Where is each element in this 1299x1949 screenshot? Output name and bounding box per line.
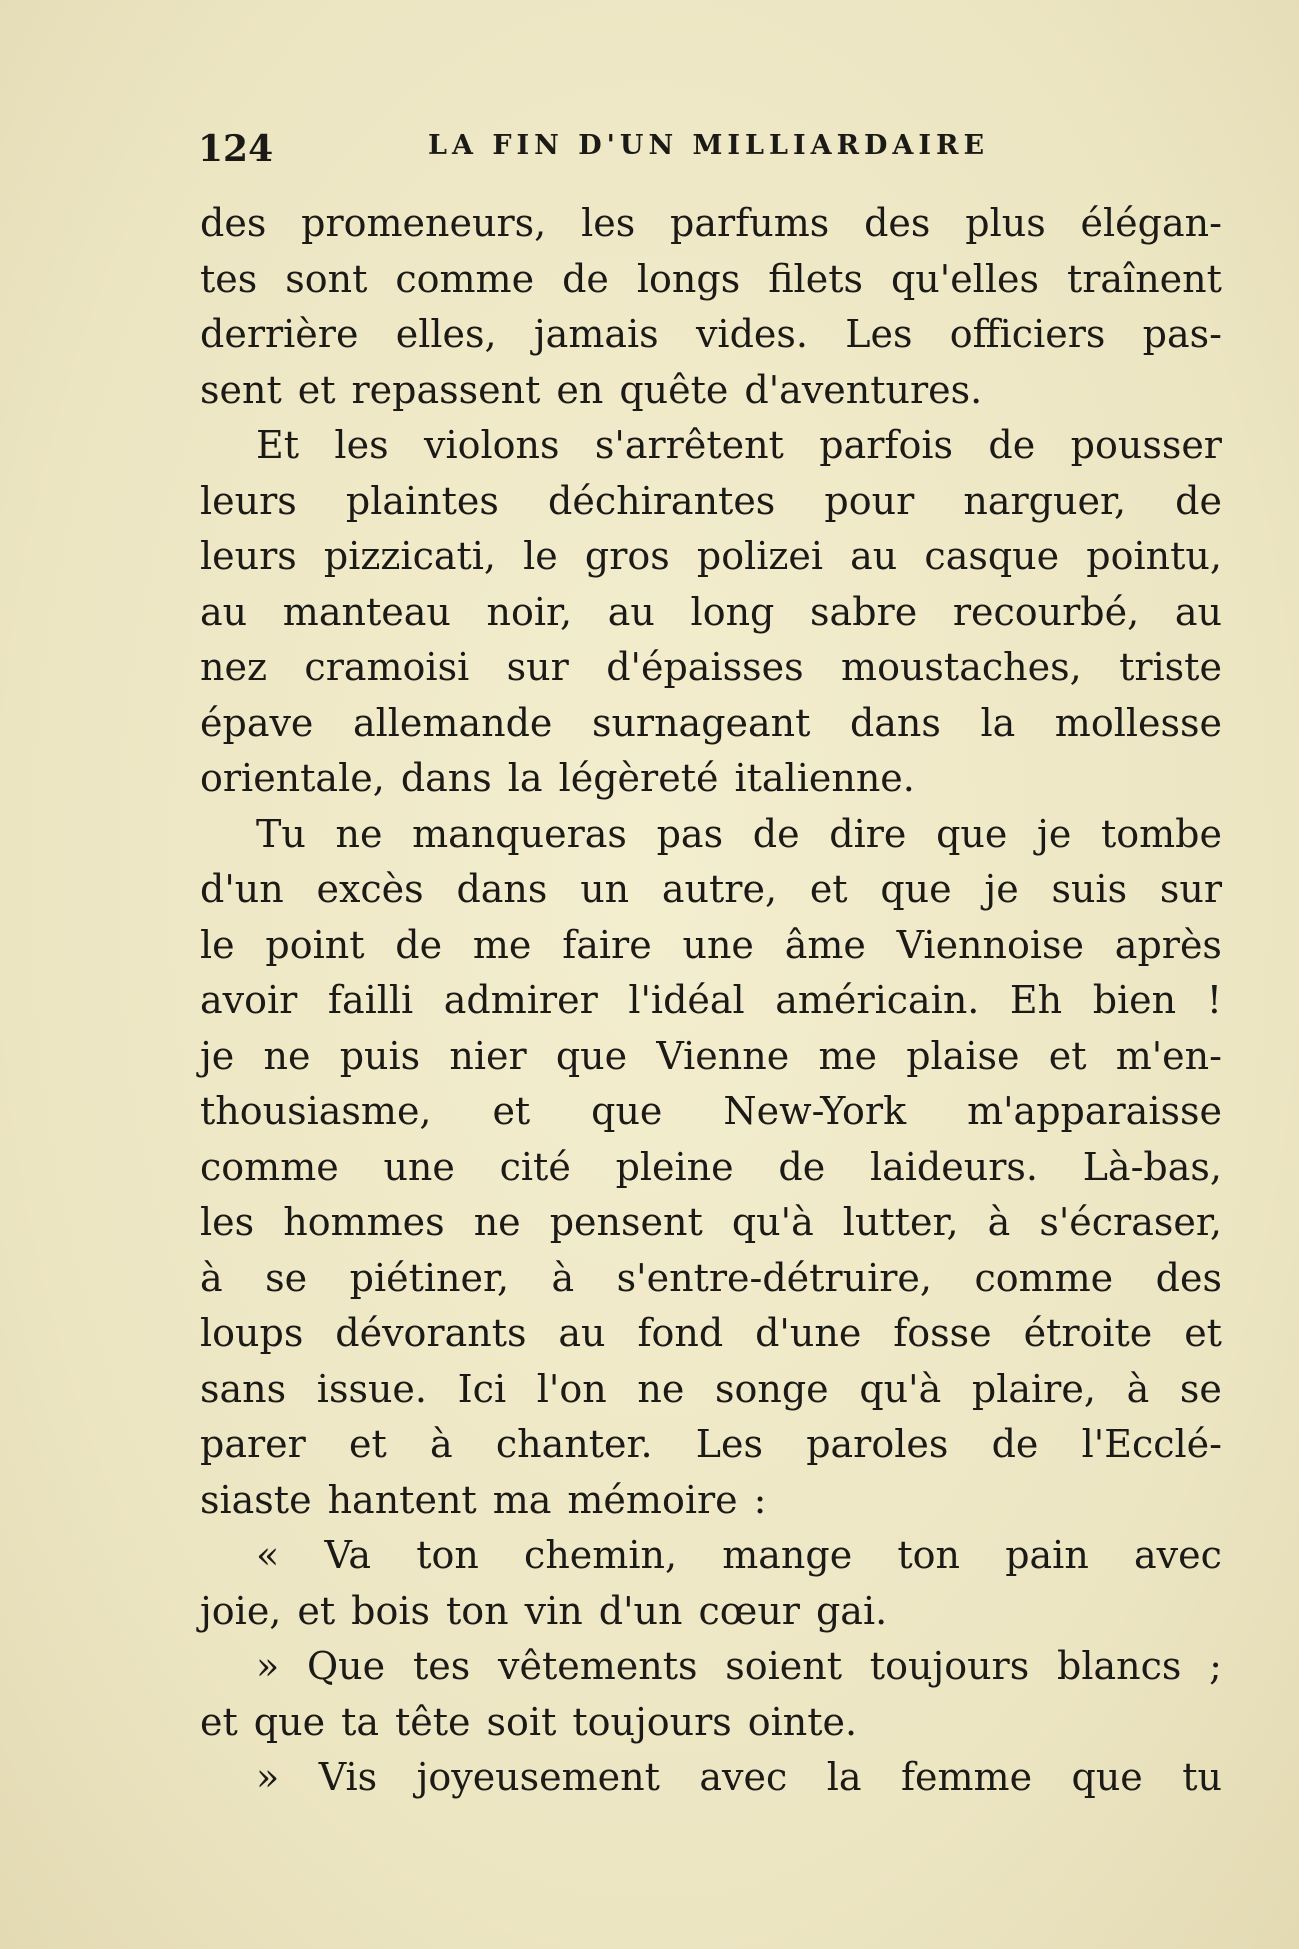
word: dire [829,811,907,856]
word: la [980,700,1016,745]
text-line [200,862,1222,918]
word: mémoire [567,1477,738,1522]
word: mollesse [1054,700,1222,745]
word: le [523,534,558,578]
word: l'idéal [628,978,745,1022]
word: qu'elles [890,256,1039,301]
word: noir, [486,589,573,634]
word: hommes [283,1200,445,1244]
word: pour [824,478,915,523]
word: qu'à [731,1200,814,1244]
text-line [200,196,1222,252]
word: pensent [549,1200,703,1244]
word: tête [395,1699,471,1744]
word: m'apparaisse [967,1089,1222,1133]
word: et [349,1422,387,1466]
word: de [991,1422,1039,1466]
word: moustaches, [841,645,1082,689]
word: nier [449,1033,527,1078]
word: ma [492,1477,552,1522]
word: me [818,1033,877,1078]
word: l'Ecclé- [1081,1422,1222,1466]
text-line [200,529,1222,585]
word: je [200,1033,235,1078]
text-line [200,1362,1222,1418]
word: violons [423,423,560,467]
text-line [200,973,1222,1029]
text-line [200,1084,1222,1140]
word: et [297,1588,336,1633]
word: de [778,1144,826,1189]
word: cramoisi [304,645,470,689]
word: que [253,1699,326,1744]
page-header [198,120,1198,170]
word: la [507,756,543,800]
word: tes [412,1644,471,1688]
text-line [200,1195,1222,1251]
word: issue. [316,1366,427,1411]
word: suis [1051,867,1128,911]
word: surnageant [591,700,811,745]
text-line [200,1750,1222,1806]
word: parfois [819,423,953,467]
word: pousser [1070,423,1222,467]
text-line [200,807,1222,863]
word: me [472,922,532,967]
word: dans [400,756,492,800]
word: ne [335,811,383,856]
word: longs [636,256,741,301]
word: parfums [670,201,830,245]
word: s'écraser, [1039,1200,1222,1244]
word: je [1037,811,1072,856]
word: bois [351,1588,431,1633]
word: orientale, [200,756,385,800]
word: faire [562,922,652,967]
word: je [984,867,1019,911]
word: quête [619,367,729,412]
word: derrière [200,312,359,356]
word: manteau [282,589,451,634]
word: comme [395,256,535,301]
word: thousiasme, [200,1089,432,1133]
word: tes [200,256,258,301]
word: le [200,922,235,967]
word: pain [1005,1533,1089,1577]
word: blancs [1057,1644,1182,1688]
word: à [551,1255,575,1300]
word: sabre [810,589,918,634]
text-line [200,1473,1222,1529]
word: sur [506,645,569,689]
text-line [200,307,1222,363]
word: au [200,589,248,634]
word: toujours [572,1699,732,1744]
text-line [200,1029,1222,1085]
word: plaise [906,1033,1020,1078]
word: avoir [200,978,298,1022]
word: à [200,1255,223,1300]
word: traînent [1066,256,1222,301]
word: s'arrêtent [594,423,784,467]
word: les [200,1200,255,1244]
text-line [200,474,1222,530]
word: gai. [815,1588,888,1633]
word: s'entre-détruire, [616,1255,932,1300]
word: autre, [661,867,778,911]
word: Là-bas, [1082,1144,1222,1189]
word: vin [524,1588,583,1633]
text-line [200,918,1222,974]
word: et [809,867,848,911]
word: sans [200,1366,287,1411]
text-line [200,751,1222,807]
word: vides. [695,312,808,356]
word: légèreté [558,756,719,800]
word: de [1175,478,1222,523]
word: au [558,1311,606,1355]
word: casque [924,534,1060,578]
word: point [265,922,365,967]
word: cœur [698,1588,800,1633]
word: officiers [949,312,1106,356]
text-line [200,1417,1222,1473]
word: chanter. [495,1422,653,1466]
word: fosse [893,1311,992,1355]
running-title: LA FIN D'UN MILLIARDAIRE [428,130,990,161]
word: ointe. [747,1699,858,1744]
word: dans [456,867,548,911]
word: d'aventures. [744,367,983,412]
word: de [562,256,609,301]
word: la [826,1755,862,1799]
word: avec [699,1755,788,1799]
word: failli [327,978,414,1022]
word: : [753,1477,767,1522]
word: au [607,589,655,634]
word: et [492,1089,531,1133]
word: ton [416,1533,479,1577]
word: nez [200,645,267,689]
word: » [256,1755,280,1799]
word: ne [263,1033,311,1078]
word: de [395,922,443,967]
word: d'une [755,1311,862,1355]
word: plus [965,201,1046,245]
word: promeneurs, [301,201,547,245]
word: se [265,1255,308,1300]
text-line [200,363,1222,419]
word: New-York [723,1089,907,1133]
word: d'un [598,1588,683,1633]
word: parer [200,1422,306,1466]
word: pointu, [1086,534,1222,578]
word: en [556,367,604,412]
word: leurs [200,534,297,578]
word: tombe [1100,811,1222,856]
word: au [850,534,898,578]
text-line [200,1306,1222,1362]
word: d'un [200,867,284,911]
word: l'on [536,1366,607,1411]
text-line [200,1251,1222,1307]
word: fond [637,1311,724,1355]
word: Que [307,1644,386,1688]
word: ; [1209,1644,1222,1688]
word: comme [200,1144,339,1189]
word: joyeusement [416,1755,660,1799]
word: des [200,201,267,245]
word: se [1179,1366,1222,1411]
word: laideurs. [869,1144,1038,1189]
word: étroite [1023,1311,1153,1355]
word: gros [584,534,670,578]
word: mange [722,1533,853,1577]
word: Viennoise [896,922,1085,967]
text-line [200,252,1222,308]
text-line [200,1695,1222,1751]
word: piétiner, [349,1255,510,1300]
word: un [580,867,630,911]
word: comme [974,1255,1114,1300]
word: des [1155,1255,1222,1300]
word: ton [446,1588,509,1633]
word: déchirantes [548,478,776,523]
word: d'épaisses [606,645,804,689]
word: avec [1134,1533,1222,1577]
word: vêtements [497,1644,698,1688]
word: pas [656,811,724,856]
word: qu'à [859,1366,942,1411]
word: femme [900,1755,1033,1799]
word: Va [324,1533,372,1577]
word: repassent [351,367,541,412]
word: triste [1119,645,1222,689]
word: pas- [1142,312,1222,356]
word: Les [695,1422,763,1466]
word: Vienne [656,1033,790,1078]
word: dévorants [335,1311,527,1355]
word: narguer, [963,478,1127,523]
word: de [988,423,1036,467]
word: toujours [869,1644,1030,1688]
word: leurs [200,478,297,523]
word: chemin, [524,1533,678,1577]
word: sont [285,256,368,301]
word: pizzicati, [323,534,497,578]
word: que [555,1033,628,1078]
word: long [690,589,775,634]
word: que [936,811,1008,856]
word: plaire, [971,1366,1096,1411]
text-line [200,1528,1222,1584]
word: une [383,1144,455,1189]
text-line [200,696,1222,752]
text-line [200,1140,1222,1196]
word: que [880,867,952,911]
word: » [256,1644,280,1688]
word: pleine [615,1144,734,1189]
word: ne [473,1200,521,1244]
word: paroles [806,1422,949,1466]
word: après [1114,922,1222,967]
word: que [1071,1755,1143,1799]
word: Tu [256,811,306,856]
text-line [200,585,1222,641]
word: puis [339,1033,421,1078]
word: Et [256,423,300,467]
word: les [334,423,389,467]
text-line [200,418,1222,474]
word: tu [1182,1755,1222,1799]
word: allemande [352,700,553,745]
word: à [429,1422,453,1466]
word: ton [897,1533,961,1577]
word: que [591,1089,663,1133]
word: m'en- [1115,1033,1222,1078]
word: une [682,922,754,967]
word: lutter, [842,1200,959,1244]
word: soit [486,1699,557,1744]
word: américain. [775,978,980,1022]
word: épave [200,700,314,745]
word: les [581,201,636,245]
page-number: 124 [198,128,274,170]
word: jamais [533,312,659,356]
word: excès [316,867,424,911]
word: bien [1092,978,1177,1022]
word: à [1126,1366,1150,1411]
word: des [864,201,931,245]
word: sent [200,367,282,412]
word: italienne. [734,756,915,800]
word: âme [784,922,866,967]
word: élégan- [1080,201,1222,245]
word: filets [768,256,863,301]
word: au [1174,589,1222,634]
word: admirer [443,978,598,1022]
word: et [297,367,336,412]
word: de [752,811,800,856]
word: à [987,1200,1011,1244]
word: dans [849,700,941,745]
word: Vis [318,1755,378,1799]
word: Eh [1009,978,1063,1022]
word: siaste [200,1477,312,1522]
word: songe [715,1366,829,1411]
word: soient [725,1644,843,1688]
word: hantent [327,1477,477,1522]
word: polizei [696,534,824,578]
word: Les [845,312,913,356]
word: « [256,1533,280,1577]
word: cité [499,1144,571,1189]
word: elles, [395,312,497,356]
word: ta [341,1699,379,1744]
text-line [200,1639,1222,1695]
word: et [200,1699,238,1744]
word: joie, [200,1588,282,1633]
word: recourbé, [952,589,1140,634]
text-line [200,1584,1222,1640]
word: ! [1206,978,1222,1022]
word: manqueras [412,811,627,856]
word: et [1048,1033,1087,1078]
word: Ici [457,1366,507,1411]
word: et [1184,1311,1222,1355]
word: sur [1159,867,1222,911]
word: plaintes [345,478,499,523]
text-line [200,640,1222,696]
word: ne [637,1366,685,1411]
word: loups [200,1311,304,1355]
body-text [200,196,1250,1806]
